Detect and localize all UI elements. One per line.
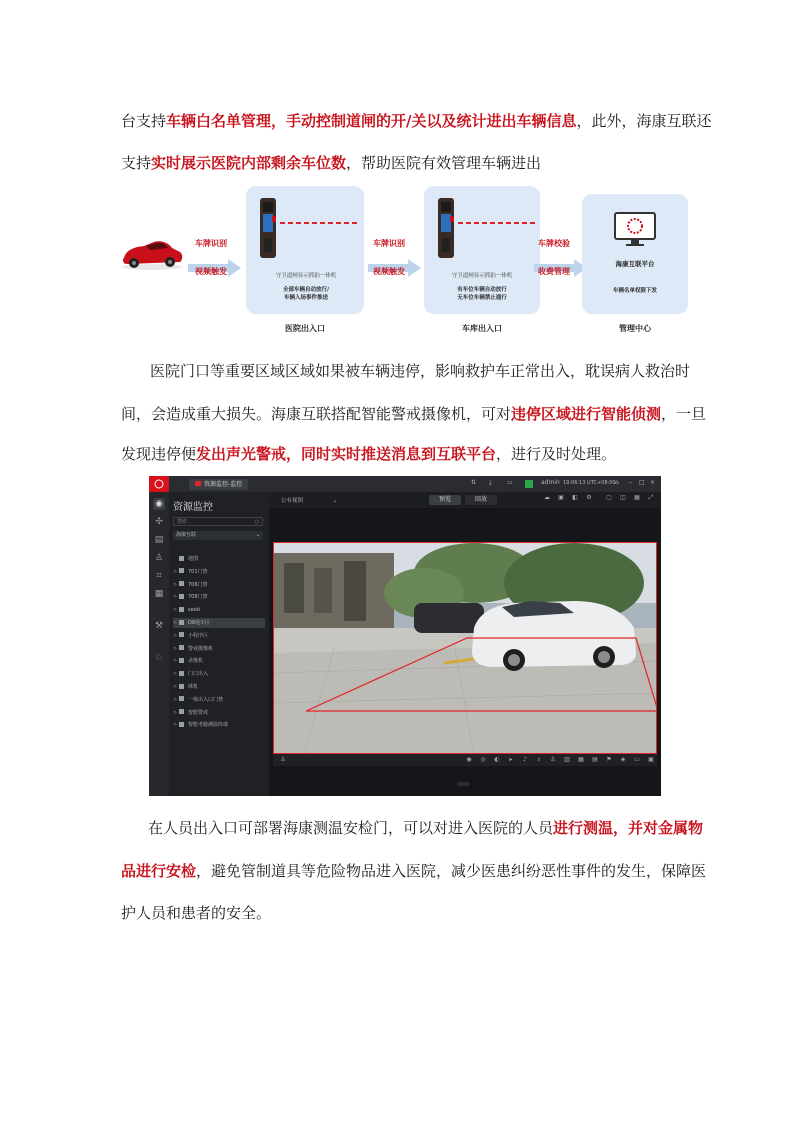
chevron-right-icon[interactable]: >	[173, 645, 178, 652]
parking-scene	[274, 543, 657, 754]
highlight-text: 实时展示医院内部剩余车位数	[151, 154, 347, 172]
highlight-text: 违停区域进行智能侦测	[511, 405, 662, 423]
bracket-icon[interactable]: ⌗	[156, 571, 162, 581]
folder-icon	[179, 607, 184, 612]
globe-icon[interactable]: ◉	[153, 498, 165, 510]
user-icon[interactable]: ♙	[154, 553, 164, 563]
car-icon	[120, 238, 184, 272]
arrow3-bottom-label: 收费管理	[538, 267, 570, 276]
highlight-text: 车辆白名单管理，手动控制道闸的开/关以及统计进出车辆信息	[166, 112, 577, 130]
folder-icon	[179, 645, 184, 650]
alarm-icon[interactable]: ♘	[154, 653, 164, 663]
search-icon: ○	[254, 519, 259, 525]
chevron-right-icon[interactable]: >	[173, 594, 178, 601]
tree-item[interactable]	[173, 567, 265, 577]
record-icon[interactable]: ◧	[572, 494, 578, 501]
person-icon[interactable]: ♙	[280, 756, 286, 763]
logo-icon	[149, 476, 169, 492]
tree-item-label: seski	[188, 607, 201, 614]
panel-note: 车辆名单权限下发	[612, 288, 657, 294]
zoom-icon[interactable]: ⌕	[537, 756, 541, 763]
camera-icon	[195, 481, 201, 486]
tree-item[interactable]	[173, 656, 265, 666]
transfer-icon[interactable]: ⇅	[471, 479, 477, 486]
monitoring-software-screenshot	[149, 476, 661, 796]
mic-icon[interactable]: ♪	[523, 756, 527, 763]
chart-icon[interactable]: ▥	[564, 756, 570, 763]
note-line: 车辆入场事件推送	[283, 295, 328, 301]
snapshot-icon[interactable]: ◉	[466, 756, 472, 763]
panel-note	[266, 286, 346, 302]
device-label: 守卫道闸显示抓拍一体机	[275, 273, 337, 279]
para2-line2	[121, 403, 706, 424]
chevron-right-icon[interactable]: >	[173, 658, 178, 665]
chevron-right-icon[interactable]: >	[173, 722, 178, 729]
chevron-right-icon[interactable]: >	[173, 581, 178, 588]
fullscreen-icon[interactable]: ⤢	[648, 494, 654, 501]
tree-item-label: 708门禁	[188, 594, 208, 601]
highlight-text: 发出声光警戒，同时实时推送消息到互联平台	[196, 445, 497, 463]
chevron-down-icon: ⌄	[255, 532, 260, 538]
hd-icon[interactable]: ▤	[592, 756, 598, 763]
tab-preview[interactable]: 预览	[429, 495, 461, 505]
tab-label: 资源监控-监控	[204, 481, 243, 488]
person-icon[interactable]: ♙	[550, 756, 556, 763]
text: 台支持	[121, 112, 167, 130]
dropdown-value: 海康互联	[176, 532, 197, 538]
panel-note	[442, 286, 522, 302]
lock-icon[interactable]: ⌂	[615, 479, 619, 486]
tree-item[interactable]	[173, 554, 265, 564]
text: ，一旦	[661, 405, 707, 423]
search-input[interactable]	[173, 517, 263, 526]
chevron-right-icon[interactable]: >	[173, 607, 178, 614]
panel-caption: 医院出入口	[285, 324, 325, 333]
split-icon[interactable]: ◫	[620, 494, 626, 501]
tree-item[interactable]	[173, 631, 265, 641]
tree-item-label: D8地车区	[188, 620, 211, 626]
note-line: 有车位车辆自动放行	[457, 287, 507, 293]
panel-caption: 车库出入口	[462, 324, 502, 333]
tool-icon[interactable]: ⚒	[154, 621, 164, 631]
chevron-right-icon[interactable]: >	[173, 671, 178, 678]
search-placeholder: 搜索	[177, 519, 188, 525]
tree-item-label: 706门禁	[188, 581, 208, 588]
clock: 19:06:13 UTC+08:00	[563, 480, 616, 486]
para1-line2	[121, 152, 541, 173]
tree-item[interactable]	[173, 605, 265, 615]
text: 在人员出入口可部署海康测温安检门，可以对进入医院的人员	[148, 819, 554, 837]
tab-playback[interactable]: 回放	[465, 495, 497, 505]
folder-icon	[179, 696, 184, 701]
folder-icon	[179, 568, 184, 573]
folder-icon	[179, 620, 184, 625]
video-toolbar	[269, 492, 661, 508]
gate-terminal-icon	[436, 198, 456, 258]
panel-icon[interactable]: ▤	[154, 535, 164, 545]
title-bar	[149, 476, 661, 492]
text: ，此外，海康互联还	[576, 112, 712, 130]
tree-item-label: 门口出入	[188, 671, 209, 678]
minimize-icon[interactable]: –	[629, 479, 632, 486]
grid-icon[interactable]: ▦	[634, 494, 640, 501]
platform-title: 海康互联平台	[615, 260, 655, 268]
tree-item-label: 小程序区	[188, 632, 209, 639]
left-nav	[149, 492, 169, 796]
tree-item[interactable]	[173, 618, 265, 628]
close-icon[interactable]: ▣	[648, 756, 654, 763]
tree-item-label: 警戒摄像机	[188, 645, 214, 652]
text: 间，会造成重大损失。海康互联搭配智能警戒摄像机，可对	[121, 405, 512, 423]
tree-item-label: 701门禁	[188, 568, 208, 575]
play-icon[interactable]: ▸	[509, 756, 513, 763]
chevron-right-icon[interactable]: >	[173, 568, 178, 575]
tree-item-label: 球机	[188, 684, 199, 690]
barrier-line-icon	[280, 220, 360, 226]
layout-icon[interactable]: ▢	[606, 494, 612, 501]
chevron-right-icon[interactable]: >	[173, 632, 178, 639]
audio-icon[interactable]: ◐	[494, 756, 500, 763]
para3-line2	[121, 860, 706, 881]
highlight-text: 进行测温，并对金属物	[553, 819, 704, 837]
app-logo	[149, 476, 169, 492]
arrow1-top-label: 车牌识别	[195, 239, 227, 248]
para2-line1: 医院门口等重要区域区域如果被车辆违停，影响救护车正常出入，耽误病人救治时	[150, 362, 691, 380]
close-icon[interactable]: ×	[650, 479, 656, 486]
tree-item[interactable]	[173, 580, 265, 590]
chevron-right-icon[interactable]: >	[173, 709, 178, 716]
chevron-right-icon[interactable]: >	[173, 684, 178, 690]
tree-item-label: 一体出入口门禁	[188, 696, 224, 703]
folder-icon	[179, 671, 184, 676]
para2-line3	[121, 443, 616, 464]
arrow1-bottom-label: 视频触发	[195, 267, 227, 276]
tree-item[interactable]	[173, 644, 265, 654]
tree-item[interactable]	[173, 720, 265, 730]
org-dropdown[interactable]	[173, 531, 263, 540]
gate-terminal-icon	[258, 198, 278, 258]
text: 发现违停便	[121, 445, 197, 463]
fan-icon[interactable]: ✣	[155, 517, 163, 527]
folder-icon	[179, 581, 184, 586]
tree-item-label: 录像机	[188, 658, 204, 665]
text: ，进行及时处理。	[496, 445, 617, 463]
record-icon[interactable]: ◎	[480, 756, 486, 763]
tree-item-label: 智能警戒	[188, 709, 209, 716]
tree-item-label: 地图	[188, 556, 199, 562]
status-icon	[525, 480, 533, 488]
view-select[interactable]	[281, 496, 337, 504]
para3-line3: 护人员和患者的安全。	[121, 904, 272, 922]
panel-caption: 管理中心	[619, 324, 651, 333]
tree-item[interactable]	[173, 695, 265, 705]
video-area	[269, 492, 661, 796]
folder-icon	[179, 594, 184, 599]
video-controls	[273, 754, 657, 766]
para3-line1	[148, 817, 703, 838]
username[interactable]: admin	[541, 479, 560, 486]
tree-item-label: 智能考勤测温终端	[188, 722, 229, 729]
parking-flow-diagram	[118, 186, 692, 336]
tab-resource-monitor[interactable]	[189, 479, 248, 490]
resource-tree-panel	[169, 492, 269, 796]
map-icon	[179, 556, 184, 561]
maximize-icon[interactable]: □	[639, 479, 645, 486]
barrier-line-icon	[458, 220, 536, 226]
monitor-icon	[614, 212, 656, 248]
text: 支持	[121, 154, 152, 172]
folder-icon	[179, 658, 184, 663]
collapse-handle[interactable]	[457, 782, 469, 786]
note-line: 全部车辆自动放行/	[282, 287, 329, 293]
alarm-icon[interactable]: ⚑	[606, 756, 612, 763]
panel-title: 资源监控	[173, 502, 213, 513]
arrow2-bottom-label: 视频触发	[373, 267, 405, 276]
screen-icon[interactable]: ▭	[507, 479, 513, 486]
window-icon[interactable]: ▭	[634, 756, 640, 763]
device-label: 守卫道闸显示抓拍一体机	[451, 273, 513, 279]
note-line: 无车位车辆禁止通行	[457, 295, 507, 301]
camera-feed[interactable]	[273, 542, 657, 754]
folder-icon	[179, 684, 184, 689]
tree-item[interactable]	[173, 669, 265, 679]
para1-line1	[121, 110, 712, 131]
folder-icon	[179, 722, 184, 727]
eye-icon[interactable]: ◈	[620, 756, 626, 763]
capture-icon[interactable]: ▣	[558, 494, 564, 501]
tree-item[interactable]	[173, 592, 265, 602]
download-icon[interactable]: ⤓	[489, 479, 492, 486]
grid-icon[interactable]: ▦	[154, 589, 164, 599]
highlight-text: 品进行安检	[121, 862, 197, 880]
view-select-value: 公有视图	[281, 498, 304, 504]
folder-icon	[179, 709, 184, 714]
arrow2-top-label: 车牌识别	[373, 239, 405, 248]
chevron-down-icon: ⌄	[332, 498, 338, 504]
chevron-right-icon[interactable]: >	[173, 696, 178, 703]
text: ，帮助医院有效管理车辆进出	[346, 154, 542, 172]
settings-icon[interactable]: ⚙	[586, 494, 592, 501]
tree-item[interactable]	[173, 708, 265, 718]
text: ，避免管制道具等危险物品进入医院，减少医患纠纷恶性事件的发生，保障医	[196, 862, 707, 880]
chevron-right-icon[interactable]: >	[173, 620, 178, 626]
arrow3-top-label: 车牌校验	[538, 239, 570, 248]
folder-icon	[179, 632, 184, 637]
grid-icon[interactable]: ▦	[578, 756, 584, 763]
tree-item[interactable]	[173, 682, 265, 692]
cloud-icon[interactable]: ☁	[544, 494, 550, 501]
